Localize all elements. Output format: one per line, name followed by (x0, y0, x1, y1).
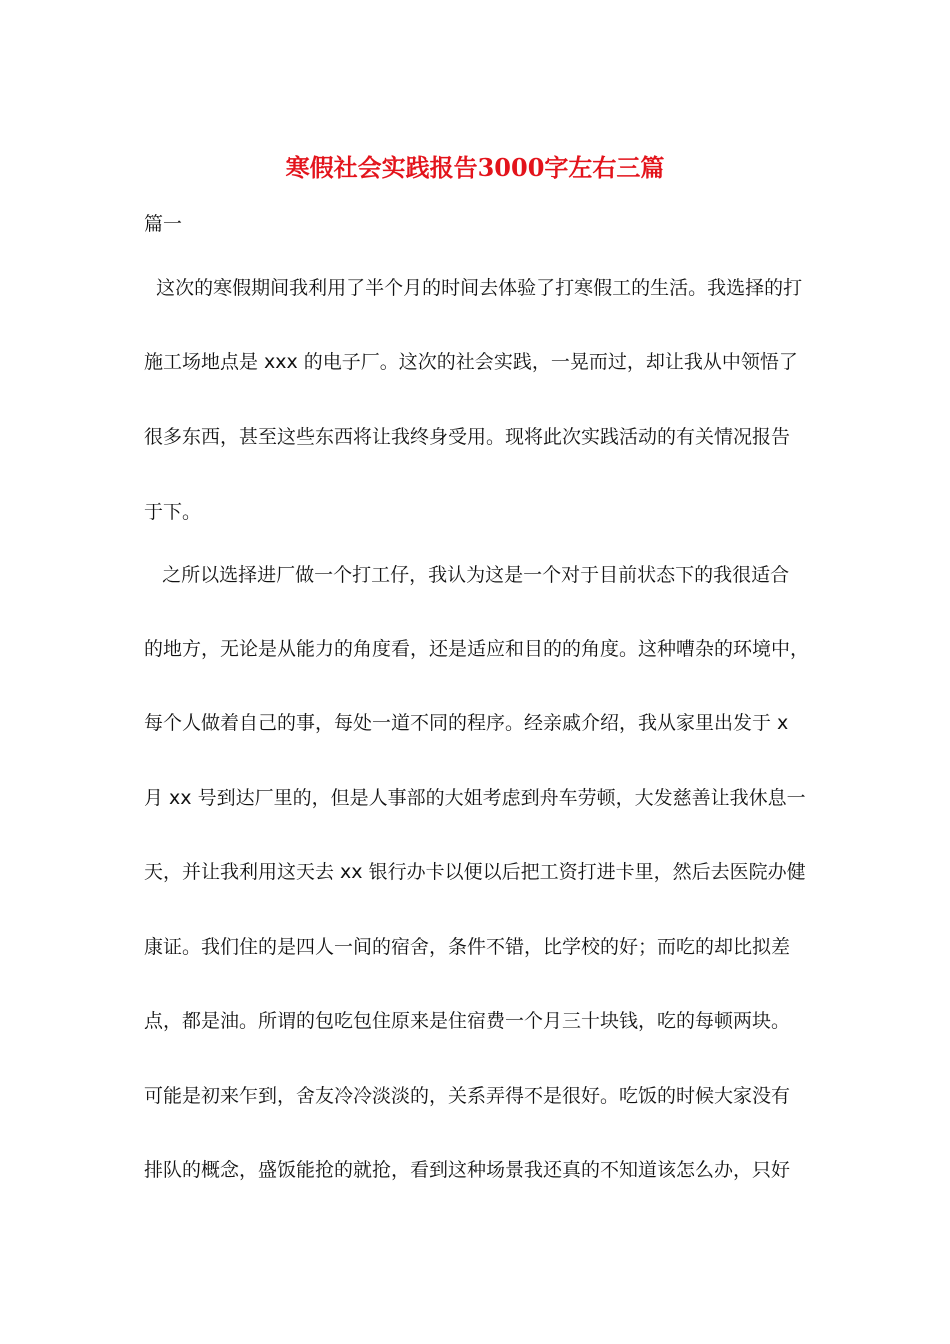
body-line-1: 这次的寒假期间我利用了半个月的时间去体验了打寒假工的生活。我选择的打 (144, 277, 803, 299)
body-line-5: 之所以选择进厂做一个打工仔，我认为这是一个对于目前状态下的我很适合 (144, 564, 790, 586)
body-line-7: 每个人做着自己的事，每处一道不同的程序。经亲戚介绍，我从家里出发于 x (144, 712, 789, 734)
section-label: 篇一 (144, 213, 183, 235)
body-line-12: 可能是初来乍到，舍友冷冷淡淡的，关系弄得不是很好。吃饭的时候大家没有 (144, 1085, 791, 1107)
body-line-3: 很多东西，甚至这些东西将让我终身受用。现将此次实践活动的有关情况报告 (144, 426, 791, 448)
body-line-9: 天，并让我利用这天去 xx 银行办卡以便以后把工资打进卡里，然后去医院办健 (144, 861, 806, 883)
body-line-10: 康证。我们住的是四人一间的宿舍，条件不错，比学校的好；而吃的却比拟差 (144, 936, 791, 958)
body-line-11: 点，都是油。所谓的包吃包住原来是住宿费一个月三十块钱，吃的每顿两块。 (144, 1010, 791, 1032)
body-line-8: 月 xx 号到达厂里的，但是人事部的大姐考虑到舟车劳顿，大发慈善让我休息一 (144, 787, 806, 809)
body-line-2: 施工场地点是 xxx 的电子厂。这次的社会实践，一晃而过，却让我从中领悟了 (144, 351, 798, 373)
body-line-4: 于下。 (144, 501, 202, 523)
body-line-6: 的地方，无论是从能力的角度看，还是适应和目的的角度。这种嘈杂的环境中， (144, 638, 810, 660)
body-line-13: 排队的概念，盛饭能抢的就抢，看到这种场景我还真的不知道该怎么办，只好 (144, 1159, 791, 1181)
document-title: 寒假社会实践报告3000字左右三篇 (285, 153, 665, 182)
